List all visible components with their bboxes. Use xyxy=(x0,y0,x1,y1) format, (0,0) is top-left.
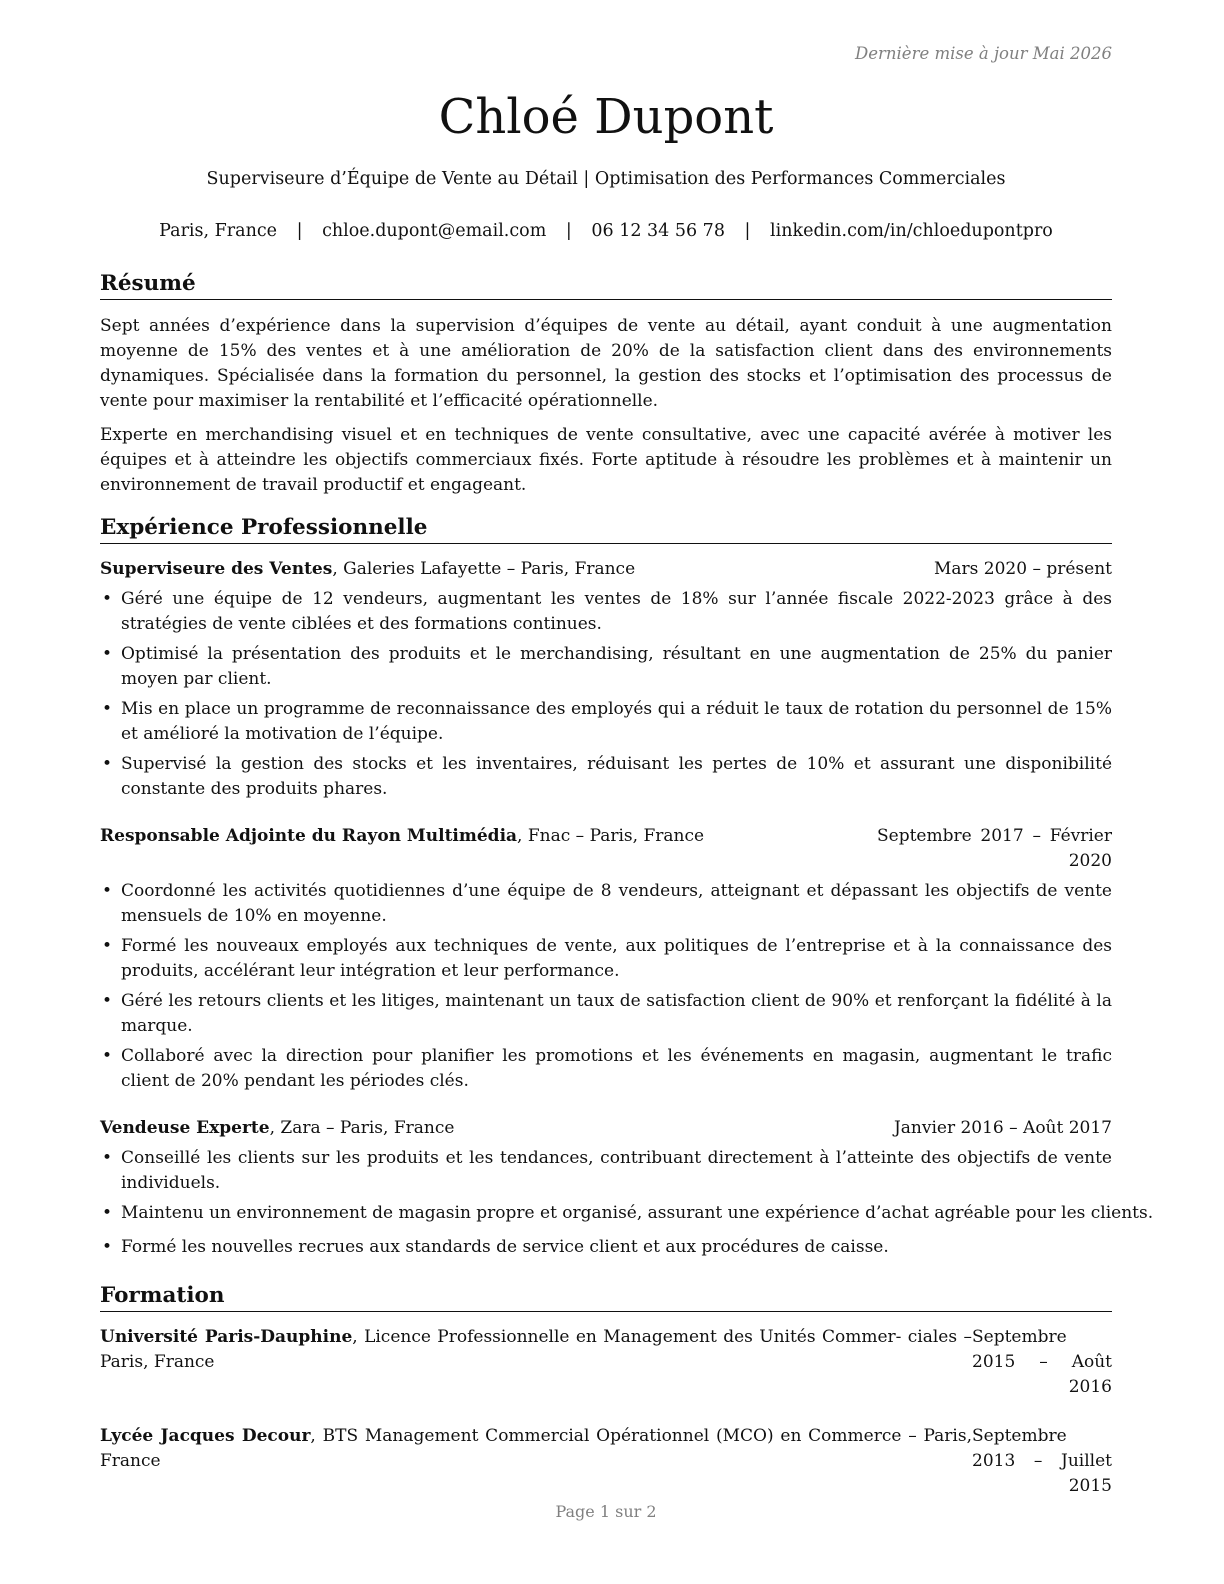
job-bullet: • Conseillé les clients sur les produits et les tendances, contribuant directement à l’atteinte des objectifs de vente individuels. xyxy=(100,1146,1112,1196)
contact-separator: | xyxy=(744,221,751,241)
page-number: Page 1 sur 2 xyxy=(555,1502,657,1521)
job-dates: Janvier 2016 – Août 2017 xyxy=(893,1118,1112,1138)
job-role: Vendeuse Experte xyxy=(100,1118,270,1138)
job-bullet: • Coordonné les activités quotidiennes d’une équipe de 8 vendeurs, atteignant et dépassant les objectifs de vente mensuels de 10% en moyenne. xyxy=(100,879,1112,929)
headline: Superviseure d’Équipe de Vente au Détail | Optimisation des Performances Commerciales xyxy=(206,169,1006,189)
job-bullet: • Formé les nouveaux employés aux techniques de vente, aux politiques de l’entreprise et à la connaissance des produits, accélérant leur intégration et leur performance. xyxy=(100,934,1112,984)
education-section xyxy=(100,1282,1112,1499)
section-title-education: Formation xyxy=(100,1282,1112,1312)
job-entry xyxy=(100,557,1112,802)
job-org: , Fnac – Paris, France xyxy=(517,826,705,846)
experience-section xyxy=(100,514,1154,1260)
job-header xyxy=(100,557,1112,582)
education-dates: Septembre 2015 – Août 2016 xyxy=(972,1327,1112,1397)
education-dates: Septembre 2013 – Juillet 2015 xyxy=(972,1426,1112,1496)
contact-linkedin[interactable]: linkedin.com/in/chloedupontpro xyxy=(770,221,1053,241)
last-updated: Dernière mise à jour Mai 2026 xyxy=(855,44,1112,63)
job-role: Superviseure des Ventes xyxy=(100,559,333,579)
education-entry xyxy=(100,1424,1112,1499)
job-org: , Galeries Lafayette – Paris, France xyxy=(332,559,636,579)
resume-page xyxy=(100,0,1154,1584)
job-dates: Mars 2020 – présent xyxy=(933,559,1112,579)
education-school: Lycée Jacques Decour xyxy=(100,1426,311,1446)
job-bullet: • Géré les retours clients et les litiges, maintenant un taux de satisfaction client de 90% et renforçant la fidélité à la marque. xyxy=(100,989,1112,1039)
contact-email[interactable]: chloe.dupont@email.com xyxy=(322,221,547,241)
job-bullet: • Collaboré avec la direction pour planifier les promotions et les événements en magasin, augmentant le trafic client de 20% pendant les périodes clés. xyxy=(100,1044,1112,1094)
section-title-experience: Expérience Professionnelle xyxy=(100,514,1112,544)
job-dates: Septembre 2017 – Février 2020 xyxy=(877,826,1112,871)
job-bullet: • Géré une équipe de 12 vendeurs, augmentant les ventes de 18% sur l’année fiscale 2022-2023 grâce à des stratégies de vente ciblées et des formations continues. xyxy=(100,587,1112,637)
summary-paragraph: Sept années d’expérience dans la supervision d’équipes de vente au détail, ayant conduit à une augmentation moyenne de 15% des ventes et à une amélioration de 20% de la satisfaction client dans des environnements dynamiques. Spécialisée dans la formation du personnel, la gestion des stocks et l’optimisation des processus de vente pour maximiser la rentabilité et l’efficacité opérationnelle. xyxy=(100,316,1112,411)
job-header xyxy=(100,1116,1112,1141)
education-detail: , BTS Management Commercial Opérationnel (MCO) en Commerce – Paris, France xyxy=(100,1426,972,1471)
education-detail: , Licence Professionnelle en Management des Unités Commer- ciales – Paris, France xyxy=(100,1327,972,1372)
summary-paragraph: Experte en merchandising visuel et en techniques de vente consultative, avec une capacité avérée à motiver les équipes et à atteindre les objectifs commerciaux fixés. Forte aptitude à résoudre les problèmes et à maintenir un environnement de travail productif et engageant. xyxy=(100,425,1112,495)
education-entry xyxy=(100,1325,1112,1400)
contact-phone: 06 12 34 56 78 xyxy=(591,221,725,241)
job-bullet: • Mis en place un programme de reconnaissance des employés qui a réduit le taux de rotation du personnel de 15% et amélioré la motivation de l’équipe. xyxy=(100,697,1112,747)
job-entry xyxy=(100,824,1112,1094)
contact-location: Paris, France xyxy=(159,221,278,241)
job-bullet: • Maintenu un environnement de magasin propre et organisé, assurant une expérience d’achat agréable pour les clients. xyxy=(100,1201,1112,1226)
candidate-name: Chloé Dupont xyxy=(438,89,774,145)
job-bullet: • Supervisé la gestion des stocks et les inventaires, réduisant les pertes de 10% et assurant une disponibilité constante des produits phares. xyxy=(100,752,1112,802)
summary-section xyxy=(100,270,1112,498)
contact-separator: | xyxy=(565,221,572,241)
job-bullets xyxy=(100,587,1112,802)
job-header xyxy=(100,824,1112,874)
education-school: Université Paris-Dauphine xyxy=(100,1327,353,1347)
section-title-summary: Résumé xyxy=(100,270,1112,300)
job-bullets xyxy=(100,879,1112,1094)
job-bullet: • Optimisé la présentation des produits et le merchandising, résultant en une augmentation de 25% du panier moyen par client. xyxy=(100,642,1112,692)
job-org: , Zara – Paris, France xyxy=(269,1118,455,1138)
job-role: Responsable Adjointe du Rayon Multimédia xyxy=(100,826,518,846)
contact-line xyxy=(100,218,1112,244)
contact-separator: | xyxy=(296,221,303,241)
job-bullet: • Formé les nouvelles recrues aux standards de service client et aux procédures de caisse. xyxy=(100,1235,1112,1260)
job-entry xyxy=(100,1116,1154,1260)
job-bullets xyxy=(100,1146,1154,1260)
